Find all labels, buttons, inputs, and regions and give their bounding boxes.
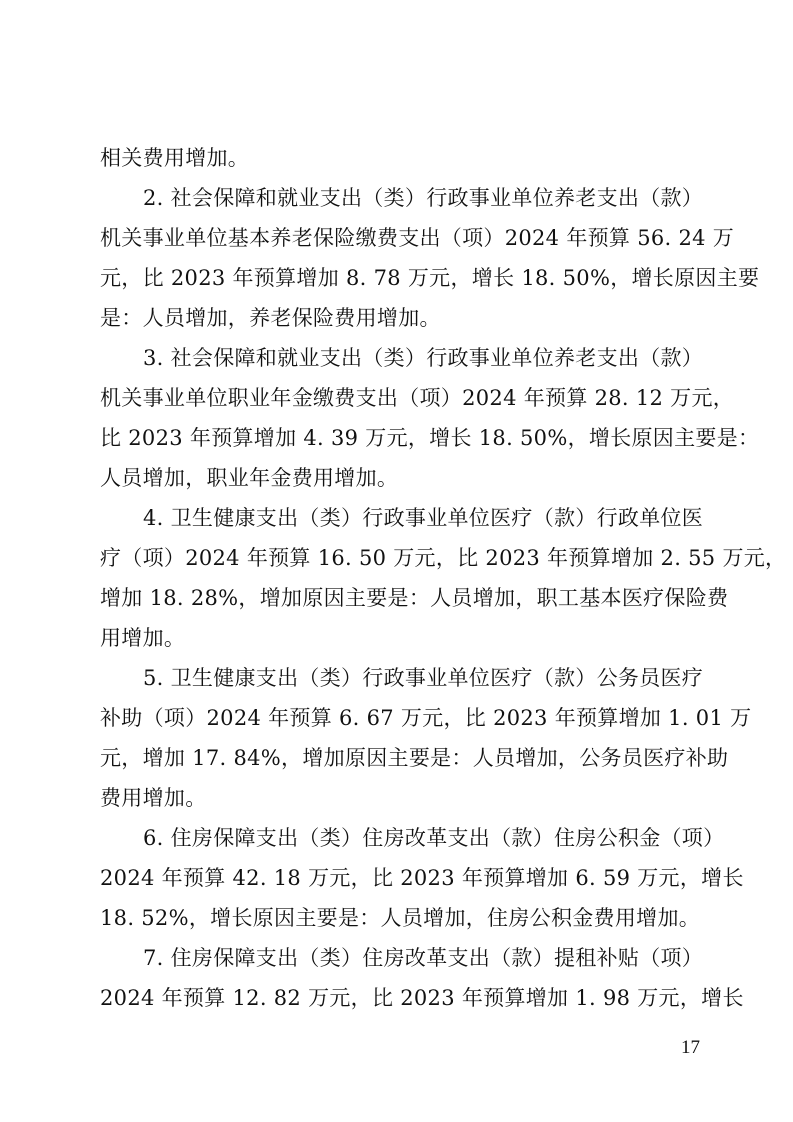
text-line: 用增加。 (100, 626, 186, 650)
text-line: 2024 年预算 42. 18 万元，比 2023 年预算增加 6. 59 万元，增长 (100, 866, 744, 890)
text-line: 元，比 2023 年预算增加 8. 78 万元，增长 18. 50%，增长原因主要 (100, 266, 760, 290)
text-line: 4. 卫生健康支出（类）行政事业单位医疗（款）行政单位医 (143, 506, 704, 530)
text-line: 比 2023 年预算增加 4. 39 万元，增长 18. 50%，增长原因主要是： (100, 426, 760, 450)
text-line: 2. 社会保障和就业支出（类）行政事业单位养老支出（款） (143, 186, 704, 210)
text-line: 人员增加，职业年金费用增加。 (100, 466, 399, 490)
text-line: 7. 住房保障支出（类）住房改革支出（款）提租补贴（项） (143, 946, 704, 970)
text-line: 5. 卫生健康支出（类）行政事业单位医疗（款）公务员医疗 (143, 666, 704, 690)
text-line: 3. 社会保障和就业支出（类）行政事业单位养老支出（款） (143, 346, 704, 370)
text-line: 18. 52%，增长原因主要是：人员增加，住房公积金费用增加。 (100, 906, 701, 930)
page-number: 17 (681, 1037, 700, 1058)
text-line: 补助（项）2024 年预算 6. 67 万元，比 2023 年预算增加 1. 01 万 (100, 706, 752, 730)
text-line: 6. 住房保障支出（类）住房改革支出（款）住房公积金（项） (143, 826, 725, 850)
text-line: 增加 18. 28%，增加原因主要是：人员增加，职工基本医疗保险费 (100, 586, 729, 610)
text-line: 疗（项）2024 年预算 16. 50 万元，比 2023 年预算增加 2. 55 万元， (100, 546, 787, 570)
text-line: 费用增加。 (100, 786, 207, 810)
text-line: 相关费用增加。 (100, 146, 250, 170)
text-line: 元，增加 17. 84%，增加原因主要是：人员增加，公务员医疗补助 (100, 746, 729, 770)
text-line: 是：人员增加，养老保险费用增加。 (100, 306, 441, 330)
text-line: 机关事业单位职业年金缴费支出（项）2024 年预算 28. 12 万元， (100, 386, 735, 410)
text-line: 机关事业单位基本养老保险缴费支出（项）2024 年预算 56. 24 万 (100, 226, 735, 250)
text-line: 2024 年预算 12. 82 万元，比 2023 年预算增加 1. 98 万元，增长 (100, 986, 744, 1010)
